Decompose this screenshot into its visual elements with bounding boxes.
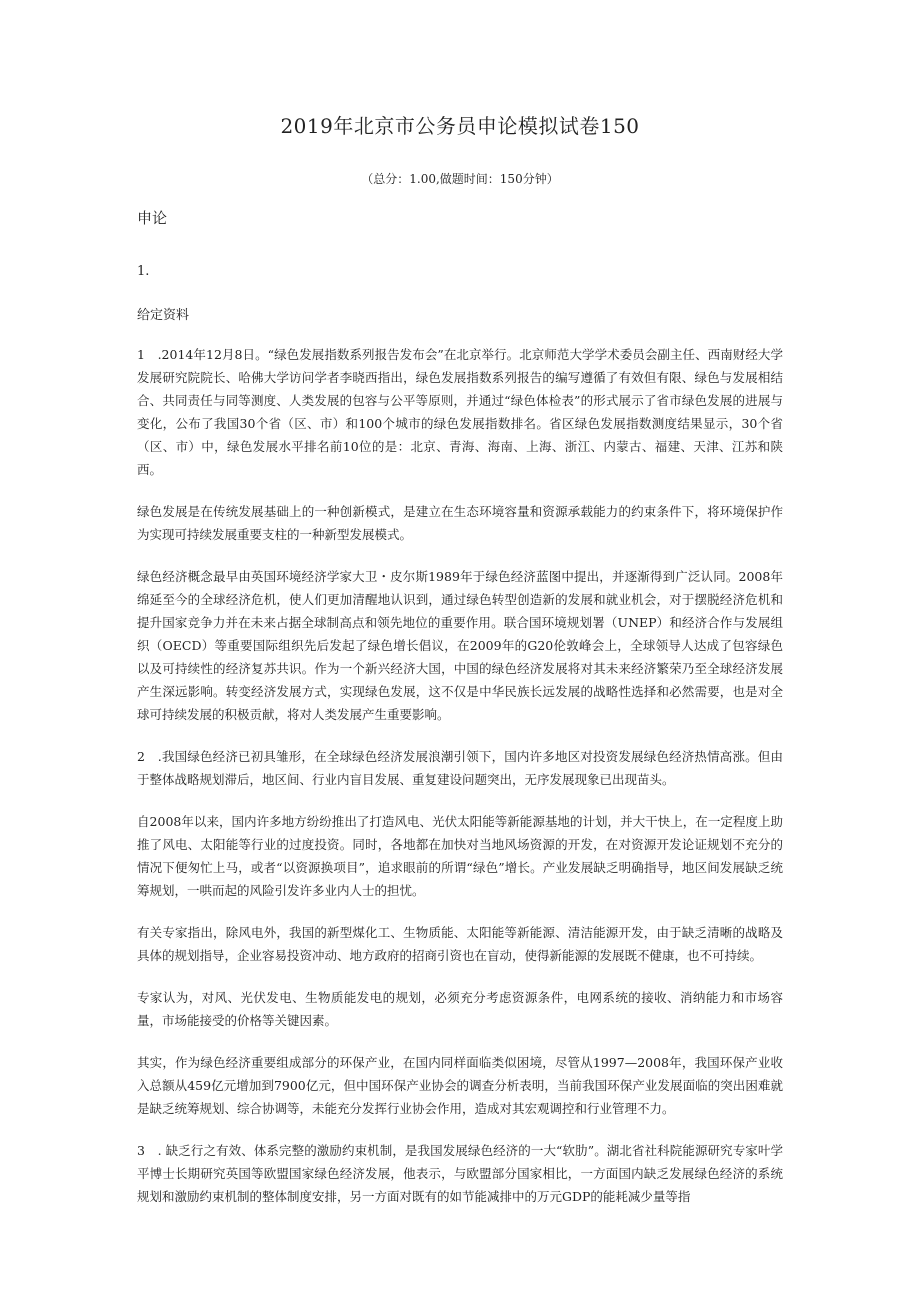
paragraph: 绿色发展是在传统发展基础上的一种创新模式，是建立在生态环境容量和资源承载能力的约束条件下，将环境保护作为实现可持续发展重要支柱的一种新型发展模式。 (137, 504, 783, 542)
document-title: 2019年北京市公务员申论模拟试卷150 (280, 114, 640, 138)
material-label: 给定资料 (137, 308, 190, 323)
paragraph: 1 .2014年12月8日。“绿色发展指数系列报告发布会”在北京举行。北京师范大学学术委员会副主任、西南财经大学发展研究院院长、哈佛大学访问学者李晓西指出，绿色发展指数系列报告的编写遵循了有效但有限、绿色与发展相结合、共同责任与同等测度、人类发展的包容与公平等原则，并通过“绿色体检表”的形式展示了省市绿色发展的进展与变化，公布了我国30个省（区、市）和100个城市的绿色发展指数排名。省区绿色发展指数测度结果显示，30个省（区、市）中，绿色发展水平排名前10位的是：北京、青海、海南、上海、浙江、内蒙古、福建、天津、江苏和陕西。 (137, 347, 783, 477)
material-body (137, 343, 783, 1227)
paragraph: 自2008年以来，国内许多地方纷纷推出了打造风电、光伏太阳能等新能源基地的计划，并大干快上，在一定程度上助推了风电、太阳能等行业的过度投资。同时，各地都在加快对当地风场资源的开发，在对资源开发论证规划不充分的情况下便匆忙上马，或者“以资源换项目”，追求眼前的所谓“绿色”增长。产业发展缺乏明确指导，地区间发展缺乏统筹规划，一哄而起的风险引发许多业内人士的担忧。 (137, 814, 783, 898)
paragraph: 绿色经济概念最早由英国环境经济学家大卫・皮尔斯1989年于绿色经济蓝图中提出，并逐渐得到广泛认同。2008年绵延至今的全球经济危机，使人们更加清醒地认识到，通过绿色转型创造新的发展和就业机会，对于摆脱经济危机和提升国家竞争力并在未来占据全球制高点和领先地位的重要作用。联合国环境规划署（UNEP）和经济合作与发展组织（OECD）等重要国际组织先后发起了绿色增长倡议，在2009年的G20伦敦峰会上，全球领导人达成了包容绿色以及可持续性的经济复苏共识。作为一个新兴经济大国，中国的绿色经济发展将对其未来经济繁荣乃至全球经济发展产生深远影响。转变经济发展方式，实现绿色发展，这不仅是中华民族长远发展的战略性选择和必然需要，也是对全球可持续发展的积极贡献，将对人类发展产生重要影响。 (137, 569, 783, 722)
paragraph: 专家认为，对风、光伏发电、生物质能发电的规划，必须充分考虑资源条件，电网系统的接收、消纳能力和市场容量，市场能接受的价格等关键因素。 (137, 990, 783, 1028)
section-heading: 申论 (137, 209, 168, 227)
question-number: 1. (137, 264, 150, 279)
paragraph: 有关专家指出，除风电外，我国的新型煤化工、生物质能、太阳能等新能源、清洁能源开发，由于缺乏清晰的战略及具体的规划指导，企业容易投资冲动、地方政府的招商引资也在盲动，使得新能源的发展既不健康，也不可持续。 (137, 925, 783, 963)
exam-meta: （总分：1.00,做题时间：150分钟） (361, 172, 559, 186)
paragraph: 2 .我国绿色经济已初具雏形，在全球绿色经济发展浪潮引领下，国内许多地区对投资发展绿色经济热情高涨。但由于整体战略规划滞后，地区间、行业内盲目发展、重复建设问题突出，无序发展现象已出现苗头。 (137, 749, 783, 787)
paragraph: 3 . 缺乏行之有效、体系完整的激励约束机制，是我国发展绿色经济的一大“软肋”。湖北省社科院能源研究专家叶学平博士长期研究英国等欧盟国家绿色经济发展，他表示，与欧盟部分国家相比，一方面国内缺乏发展绿色经济的系统规划和激励约束机制的整体制度安排，另一方面对既有的如节能减排中的万元GDP的能耗减少量等指 (137, 1143, 783, 1204)
paragraph: 其实，作为绿色经济重要组成部分的环保产业，在国内同样面临类似困境，尽管从1997—2008年，我国环保产业收入总额从459亿元增加到7900亿元，但中国环保产业协会的调查分析表明，当前我国环保产业发展面临的突出困难就是缺乏统筹规划、综合协调等，未能充分发挥行业协会作用，造成对其宏观调控和行业管理不力。 (137, 1055, 783, 1116)
